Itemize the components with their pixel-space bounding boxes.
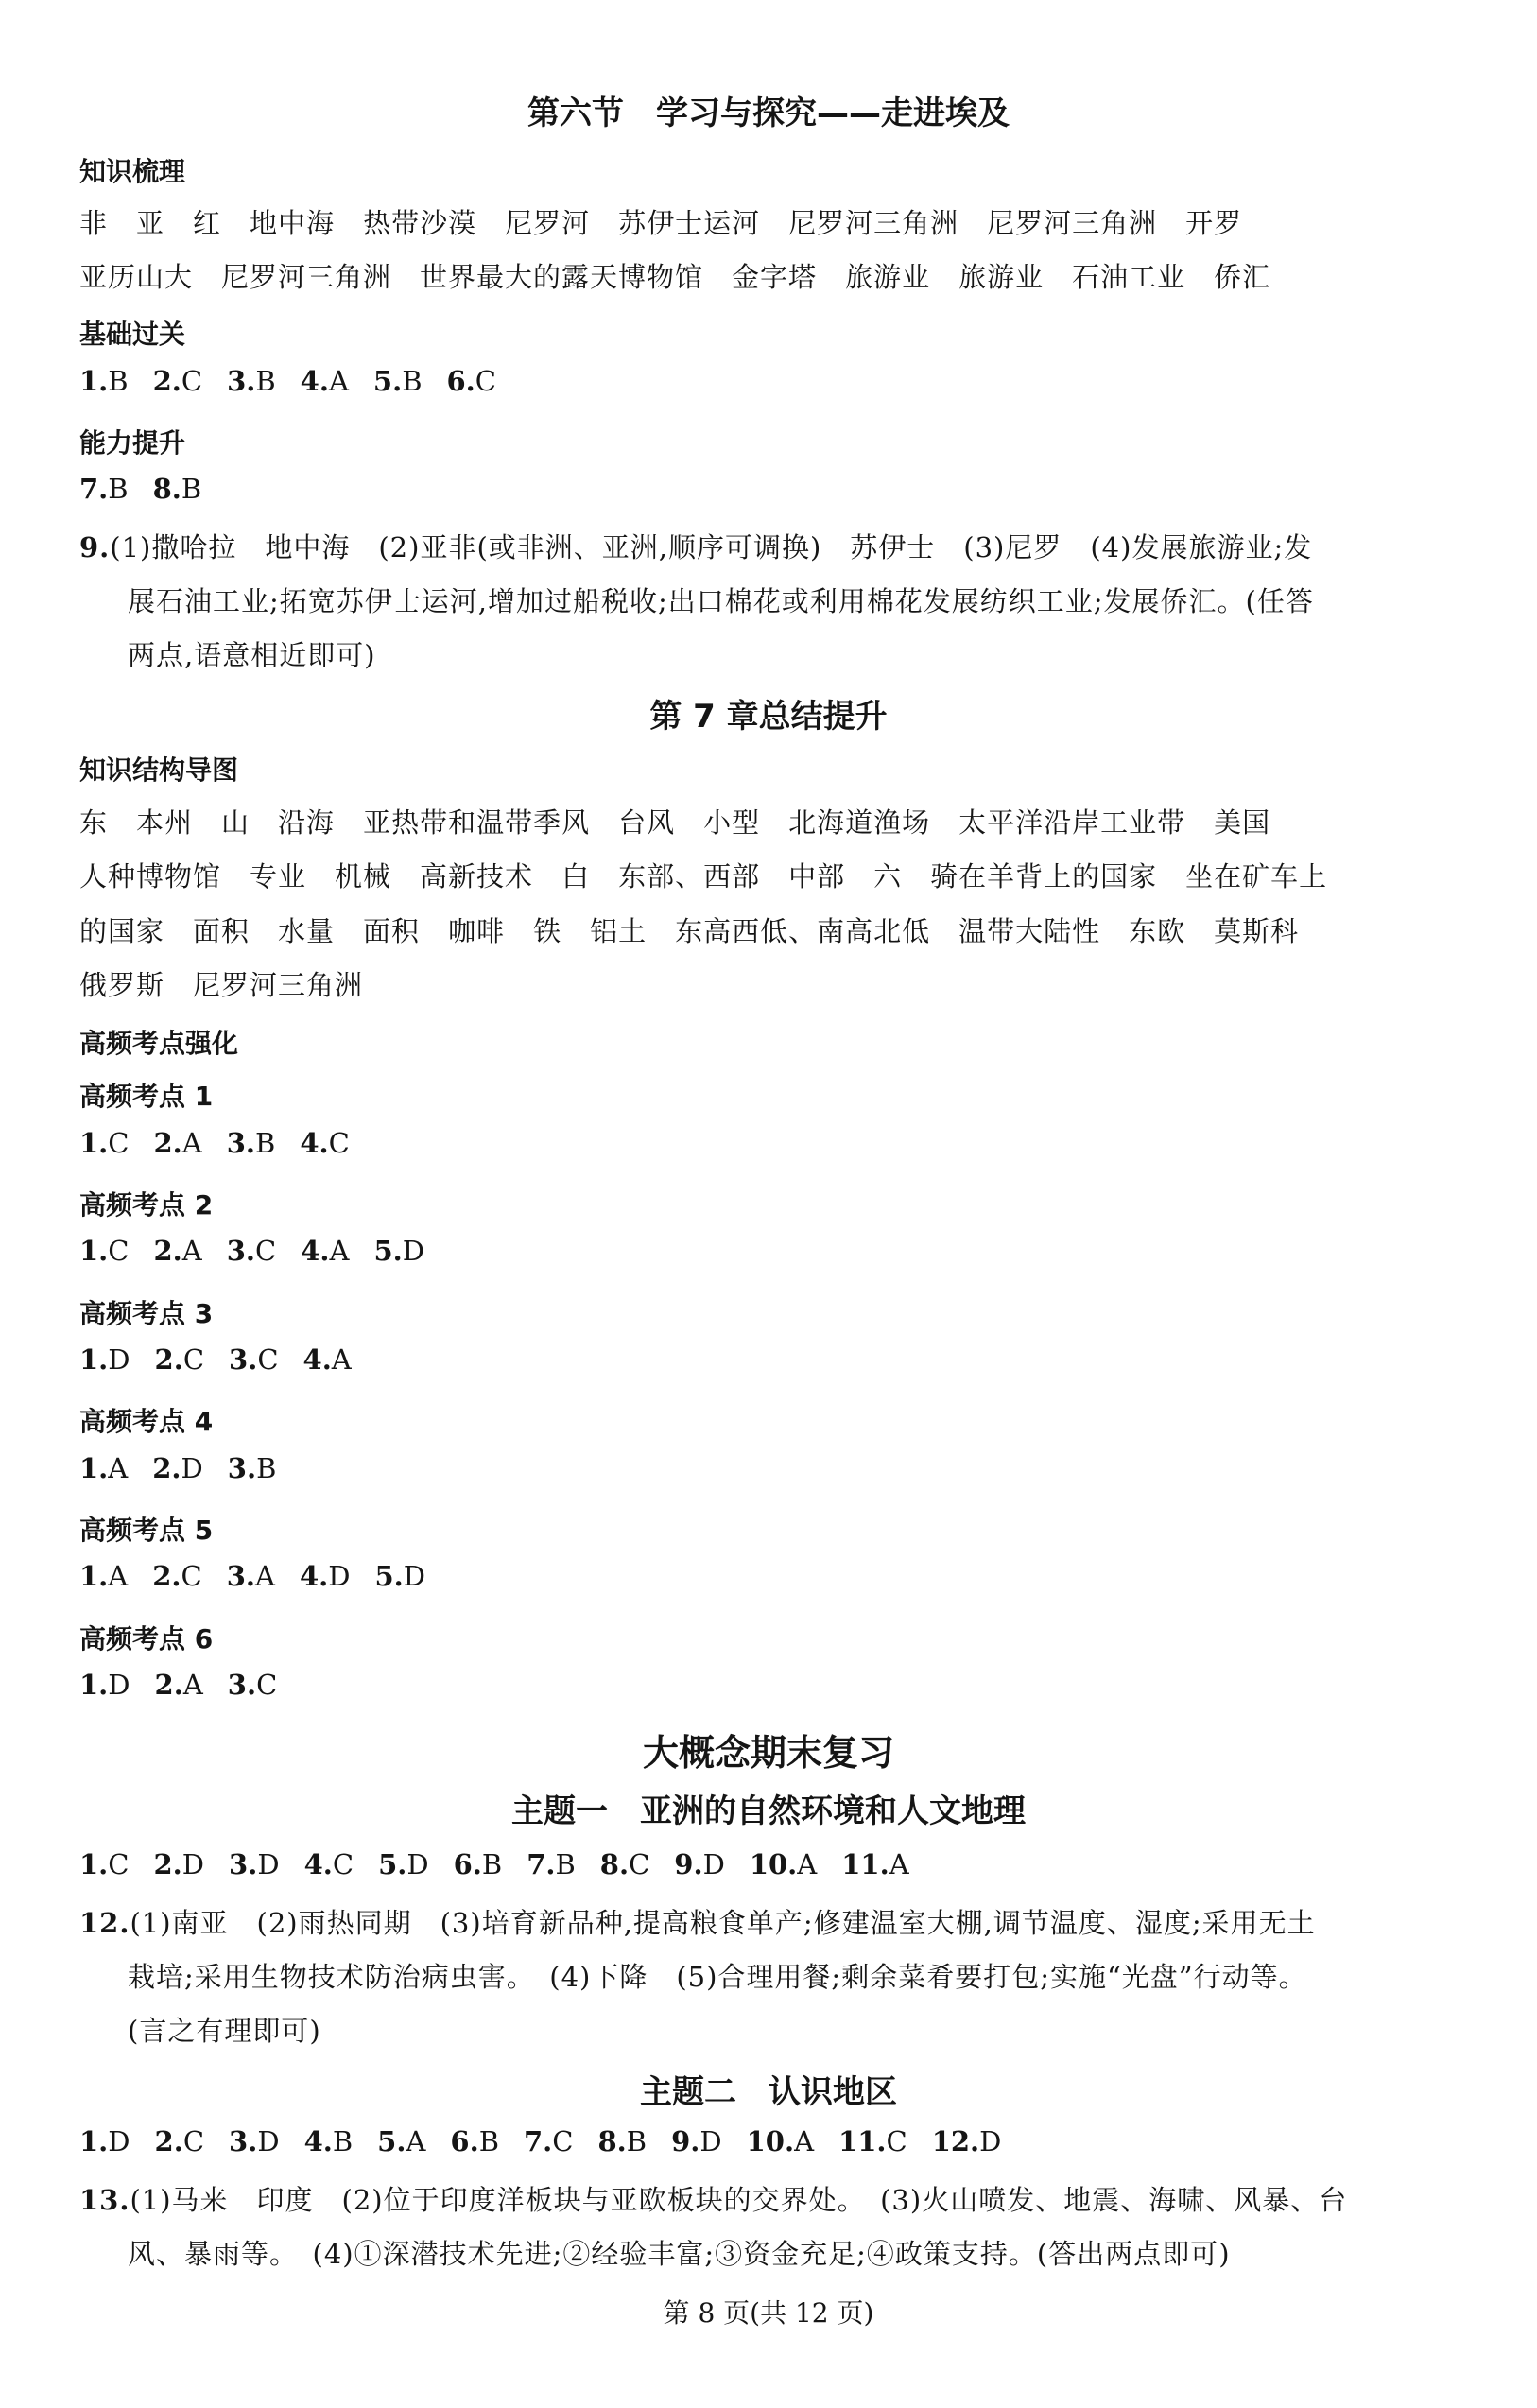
keyword: 专业 (250, 860, 307, 892)
answer-number: 2. (152, 1452, 181, 1484)
keyword: 咖啡 (448, 915, 506, 947)
keyword: 高新技术 (420, 860, 534, 892)
answer-item (301, 1235, 349, 1267)
theme-2-answers (79, 2125, 1026, 2157)
keyword: 骑在羊背上的国家 (930, 860, 1158, 892)
answer-choice: B (108, 473, 129, 505)
keyword: 旅游业 (845, 261, 931, 293)
answer-item (153, 1235, 201, 1267)
answer-number: 6. (453, 1848, 482, 1880)
answer-choice: C (256, 1669, 278, 1701)
answer-number: 5. (377, 2125, 406, 2157)
answer-choice: D (702, 1848, 725, 1880)
answer-item (79, 1848, 129, 1880)
map-line-3 (79, 910, 1327, 949)
answer-choice: A (182, 1669, 203, 1701)
heading-ability: 能力提升 (79, 427, 186, 459)
keyword: 北海道渔场 (788, 806, 931, 839)
answer-number: 4. (300, 365, 329, 397)
answer-number: 3. (229, 1848, 258, 1880)
keyword: 温带大陆性 (958, 915, 1101, 947)
answer-choice: A (797, 1848, 818, 1880)
keyword: 俄罗斯 (79, 969, 165, 1001)
point-1-title: 高频考点 1 (79, 1081, 214, 1112)
point-5-answers (79, 1560, 450, 1592)
answer-choice: D (181, 1848, 205, 1880)
answer-choice: C (475, 365, 496, 397)
answer-item (79, 1235, 129, 1267)
answer-number: 7. (524, 2125, 553, 2157)
answer-number: 1. (79, 1127, 109, 1159)
answer-number: 12. (931, 2125, 980, 2157)
point-2-title: 高频考点 2 (79, 1189, 214, 1221)
answer-item (841, 1848, 908, 1880)
answer-number: 6. (446, 365, 475, 397)
answer-number: 4. (303, 1848, 333, 1880)
answer-item (524, 2125, 573, 2157)
point-1-answers (79, 1127, 374, 1159)
answer-choice: A (108, 1452, 129, 1484)
section-title-final-review: 大概念期末复习 (642, 1732, 894, 1774)
answer-choice: C (255, 1235, 277, 1267)
answer-item (671, 2125, 722, 2157)
ability-answers (79, 473, 226, 505)
keyword: 沿海 (278, 806, 336, 839)
answer-choice: A (108, 1560, 129, 1592)
answer-item (155, 1343, 204, 1376)
answer-item (450, 2125, 499, 2157)
answer-item (229, 1848, 280, 1880)
question-13-line-2: 风、暴雨等。 (4)①深潜技术先进;②经验丰富;③资金充足;④政策支持。(答出两点即可) (128, 2238, 1231, 2270)
answer-choice: D (181, 1452, 203, 1484)
answer-number: 2. (154, 1669, 183, 1701)
answer-item (932, 2125, 1002, 2157)
answer-number: 9. (671, 2125, 700, 2157)
answer-item (378, 1848, 429, 1880)
keyword: 旅游业 (958, 261, 1045, 293)
keyword: 面积 (193, 915, 250, 947)
answer-number: 4. (301, 1235, 330, 1267)
answer-choice: C (108, 1848, 130, 1880)
answer-number: 6. (450, 2125, 479, 2157)
keyword: 开罗 (1185, 207, 1243, 239)
answer-item (79, 1669, 130, 1701)
answer-choice: C (182, 1343, 205, 1376)
answer-choice: D (257, 2125, 280, 2157)
question-13-line-1 (79, 2179, 1347, 2218)
section-title-chapter7: 第 7 章总结提升 (649, 698, 888, 736)
answer-number: 5. (378, 1848, 407, 1880)
answer-item (155, 2125, 204, 2157)
answer-number: 1. (79, 1343, 109, 1376)
answer-choice: C (181, 365, 203, 397)
question-9-line-2: 展石油工业;拓宽苏伊士运河,增加过船税收;出口棉花或利用棉花发展纺织工业;发展侨汇。(任答 (128, 585, 1314, 617)
point-6-title: 高频考点 6 (79, 1623, 214, 1654)
answer-item (674, 1848, 725, 1880)
answer-choice: C (629, 1848, 650, 1880)
keyword: 亚 (136, 207, 165, 239)
keyword: 坐在矿车上 (1185, 860, 1328, 892)
answer-number: 4. (302, 1343, 332, 1376)
keyword: 白 (561, 860, 591, 892)
answer-item (373, 365, 423, 397)
answer-choice: B (332, 2125, 354, 2157)
keyword: 热带沙漠 (363, 207, 477, 239)
answer-choice: D (402, 1235, 424, 1267)
answer-item (227, 1235, 276, 1267)
point-3-answers (79, 1343, 376, 1376)
answer-number: 2. (152, 365, 181, 397)
answer-choice: C (552, 2125, 574, 2157)
keyword: 台风 (618, 806, 676, 839)
keyword: 世界最大的露天博物馆 (420, 261, 704, 293)
point-4-title: 高频考点 4 (79, 1406, 214, 1437)
keyword: 太平洋沿岸工业带 (958, 806, 1186, 839)
answer-item (304, 2125, 354, 2157)
answer-choice: D (979, 2125, 1002, 2157)
point-5-title: 高频考点 5 (79, 1515, 214, 1546)
answer-item (377, 2125, 425, 2157)
keyword: 铁 (533, 915, 562, 947)
answer-choice: B (626, 2125, 648, 2157)
answer-item (228, 1452, 277, 1484)
keyword: 地中海 (250, 207, 336, 239)
basic-answers (79, 365, 521, 397)
heading-structure-map: 知识结构导图 (79, 754, 239, 786)
answer-choice: A (889, 1848, 909, 1880)
keyword: 六 (873, 860, 903, 892)
answer-choice: D (108, 1669, 130, 1701)
question-number: 12. (79, 1907, 130, 1939)
answer-choice: D (699, 2125, 722, 2157)
keyword: 本州 (136, 806, 194, 839)
answer-number: 3. (227, 1452, 257, 1484)
answer-item (527, 1848, 576, 1880)
keyword: 铝土 (590, 915, 648, 947)
question-number: 9. (79, 531, 111, 563)
answer-choice: D (406, 1848, 429, 1880)
answer-item (79, 473, 129, 505)
answer-number: 8. (152, 473, 181, 505)
keyword: 尼罗河 (505, 207, 591, 239)
answer-item (79, 1560, 128, 1592)
answer-item (750, 1848, 817, 1880)
keyword: 中部 (788, 860, 846, 892)
answer-item (229, 2125, 280, 2157)
answer-item (152, 1452, 203, 1484)
answer-choice: D (328, 1560, 351, 1592)
keyword: 亚历山大 (79, 261, 194, 293)
answer-item (454, 1848, 503, 1880)
keyword: 东欧 (1129, 915, 1186, 947)
answer-number: 3. (229, 1343, 258, 1376)
answer-choice: B (478, 2125, 499, 2157)
answer-number: 5. (373, 1235, 403, 1267)
answer-number: 5. (374, 1560, 404, 1592)
answer-choice: A (331, 1343, 352, 1376)
question-text: (1)南亚 (2)雨热同期 (3)培育新品种,提高粮食单产;修建温室大棚,调节温度、湿度;采用无土 (130, 1907, 1316, 1939)
answer-choice: C (181, 1560, 202, 1592)
keyword: 非 (79, 207, 109, 239)
keyword: 机械 (335, 860, 392, 892)
answer-choice: C (328, 1127, 350, 1159)
answer-number: 3. (226, 1235, 255, 1267)
answer-number: 3. (226, 1560, 255, 1592)
question-9-line-1 (79, 527, 1312, 565)
answer-choice: C (332, 1848, 354, 1880)
answer-number: 1. (79, 1560, 109, 1592)
heading-high-frequency: 高频考点强化 (79, 1028, 239, 1059)
answer-item (79, 365, 129, 397)
answer-item (597, 2125, 647, 2157)
keyword: 红 (193, 207, 222, 239)
keyword: 东高西低、南高北低 (675, 915, 931, 947)
answer-choice: D (108, 2125, 130, 2157)
answer-number: 3. (227, 1669, 257, 1701)
answer-choice: A (328, 365, 349, 397)
answer-number: 1. (79, 365, 109, 397)
keyword: 的国家 (79, 915, 165, 947)
answer-number: 1. (79, 1669, 109, 1701)
answer-choice: B (402, 365, 423, 397)
answer-choice: C (257, 1343, 279, 1376)
question-9-line-3: 两点,语意相近即可) (128, 639, 376, 671)
question-12-line-1 (79, 1902, 1316, 1941)
map-line-4 (79, 964, 391, 1003)
answer-choice: B (481, 1848, 503, 1880)
answer-item (447, 365, 496, 397)
answer-choice: A (794, 2125, 815, 2157)
keyword: 尼罗河三角洲 (788, 207, 959, 239)
answer-item (155, 1669, 203, 1701)
answer-number: 10. (746, 2125, 795, 2157)
answer-item (303, 1343, 352, 1376)
heading-basic: 基础过关 (79, 319, 186, 350)
answer-choice: C (886, 2125, 907, 2157)
answer-choice: A (406, 2125, 426, 2157)
answer-number: 11. (838, 2125, 887, 2157)
keyword: 东部、西部 (618, 860, 761, 892)
answer-number: 11. (841, 1848, 889, 1880)
answer-choice: D (108, 1343, 130, 1376)
keyword: 侨汇 (1214, 261, 1271, 293)
answer-number: 5. (372, 365, 403, 397)
keyword: 小型 (703, 806, 761, 839)
question-text: (1)撒哈拉 地中海 (2)亚非(或非洲、亚洲,顺序可调换) 苏伊士 (3)尼罗 (4)发展旅游业;发 (110, 531, 1313, 563)
answer-number: 7. (79, 473, 109, 505)
point-3-title: 高频考点 3 (79, 1298, 214, 1329)
answer-item (79, 1127, 129, 1159)
answer-item (229, 1343, 278, 1376)
keyword: 金字塔 (732, 261, 818, 293)
answer-choice: D (257, 1848, 280, 1880)
answer-item (79, 1452, 128, 1484)
map-line-1 (79, 802, 1299, 840)
answer-number: 4. (303, 2125, 333, 2157)
answer-item (153, 1848, 204, 1880)
answer-number: 2. (153, 1127, 182, 1159)
answer-number: 1. (79, 1452, 109, 1484)
question-12-line-2: 栽培;采用生物技术防治病虫害。 (4)下降 (5)合理用餐;剩余菜肴要打包;实施“光盘”行动等。 (128, 1961, 1307, 1993)
answer-number: 2. (152, 1560, 181, 1592)
answer-number: 9. (674, 1848, 703, 1880)
keyword: 尼罗河三角洲 (193, 969, 364, 1001)
answer-item (152, 1560, 201, 1592)
answer-number: 4. (300, 1127, 329, 1159)
keyword: 美国 (1214, 806, 1271, 839)
keyword: 亚热带和温带季风 (363, 806, 591, 839)
theme-1-title: 主题一 亚洲的自然环境和人文地理 (511, 1793, 1026, 1830)
answer-choice: B (255, 1127, 276, 1159)
answer-item (301, 365, 349, 397)
answer-item (153, 365, 202, 397)
answer-number: 8. (597, 2125, 627, 2157)
answer-item (300, 1127, 349, 1159)
answer-item (153, 473, 202, 505)
answer-number: 3. (227, 365, 256, 397)
keyword: 苏伊士运河 (618, 207, 761, 239)
answer-item (227, 365, 276, 397)
answer-item (300, 1560, 351, 1592)
answer-choice: A (181, 1127, 202, 1159)
heading-knowledge-review: 知识梳理 (79, 156, 186, 187)
keyword: 山 (221, 806, 250, 839)
theme-1-answers (79, 1848, 934, 1880)
answer-item (838, 2125, 907, 2157)
answer-number: 8. (599, 1848, 630, 1880)
answer-number: 2. (153, 1848, 182, 1880)
question-12-line-3: (言之有理即可) (128, 2015, 321, 2047)
keyword: 尼罗河三角洲 (221, 261, 392, 293)
answer-number: 3. (229, 2125, 258, 2157)
answer-number: 4. (299, 1560, 329, 1592)
answer-choice: C (182, 2125, 205, 2157)
answer-choice: B (555, 1848, 576, 1880)
answer-choice: B (108, 365, 129, 397)
answer-item (304, 1848, 354, 1880)
keyword: 尼罗河三角洲 (987, 207, 1158, 239)
answer-number: 2. (154, 2125, 183, 2157)
answer-number: 1. (79, 1235, 109, 1267)
keyword: 人种博物馆 (79, 860, 222, 892)
answer-item (79, 2125, 130, 2157)
answer-choice: D (403, 1560, 426, 1592)
keyword: 莫斯科 (1214, 915, 1300, 947)
keyword: 东 (79, 806, 109, 839)
answer-item (600, 1848, 649, 1880)
answer-choice: B (181, 473, 202, 505)
answer-number: 7. (527, 1848, 556, 1880)
answer-number: 1. (79, 1848, 109, 1880)
point-4-answers (79, 1452, 301, 1484)
answer-choice: B (255, 365, 276, 397)
answer-number: 3. (226, 1127, 255, 1159)
answer-number: 10. (749, 1848, 798, 1880)
keyword: 石油工业 (1072, 261, 1186, 293)
answer-choice: C (108, 1127, 130, 1159)
knowledge-line-2 (79, 256, 1299, 295)
answer-choice: A (255, 1560, 275, 1592)
answer-item (228, 1669, 277, 1701)
answer-item (747, 2125, 814, 2157)
keyword: 面积 (363, 915, 421, 947)
answer-item (153, 1127, 201, 1159)
answer-item (375, 1560, 426, 1592)
answer-item (227, 1127, 276, 1159)
answer-number: 2. (153, 1235, 182, 1267)
answer-item (227, 1560, 275, 1592)
theme-2-title: 主题二 认识地区 (640, 2073, 897, 2111)
question-number: 13. (79, 2184, 130, 2216)
answer-number: 2. (154, 1343, 183, 1376)
answer-choice: A (181, 1235, 202, 1267)
map-line-2 (79, 856, 1356, 894)
point-2-answers (79, 1235, 449, 1267)
point-6-answers (79, 1669, 302, 1701)
answer-choice: A (329, 1235, 350, 1267)
answer-number: 1. (79, 2125, 109, 2157)
question-text: (1)马来 印度 (2)位于印度洋板块与亚欧板块的交界处。 (3)火山喷发、地震、海啸、风暴、台 (130, 2184, 1348, 2216)
answer-item (373, 1235, 424, 1267)
section-title-egypt: 第六节 学习与探究——走进埃及 (527, 95, 1010, 132)
answer-item (79, 1343, 130, 1376)
page-footer: 第 8 页(共 12 页) (663, 2297, 874, 2329)
answer-choice: B (256, 1452, 277, 1484)
answer-choice: C (108, 1235, 130, 1267)
knowledge-line-1 (79, 202, 1270, 241)
keyword: 水量 (278, 915, 336, 947)
